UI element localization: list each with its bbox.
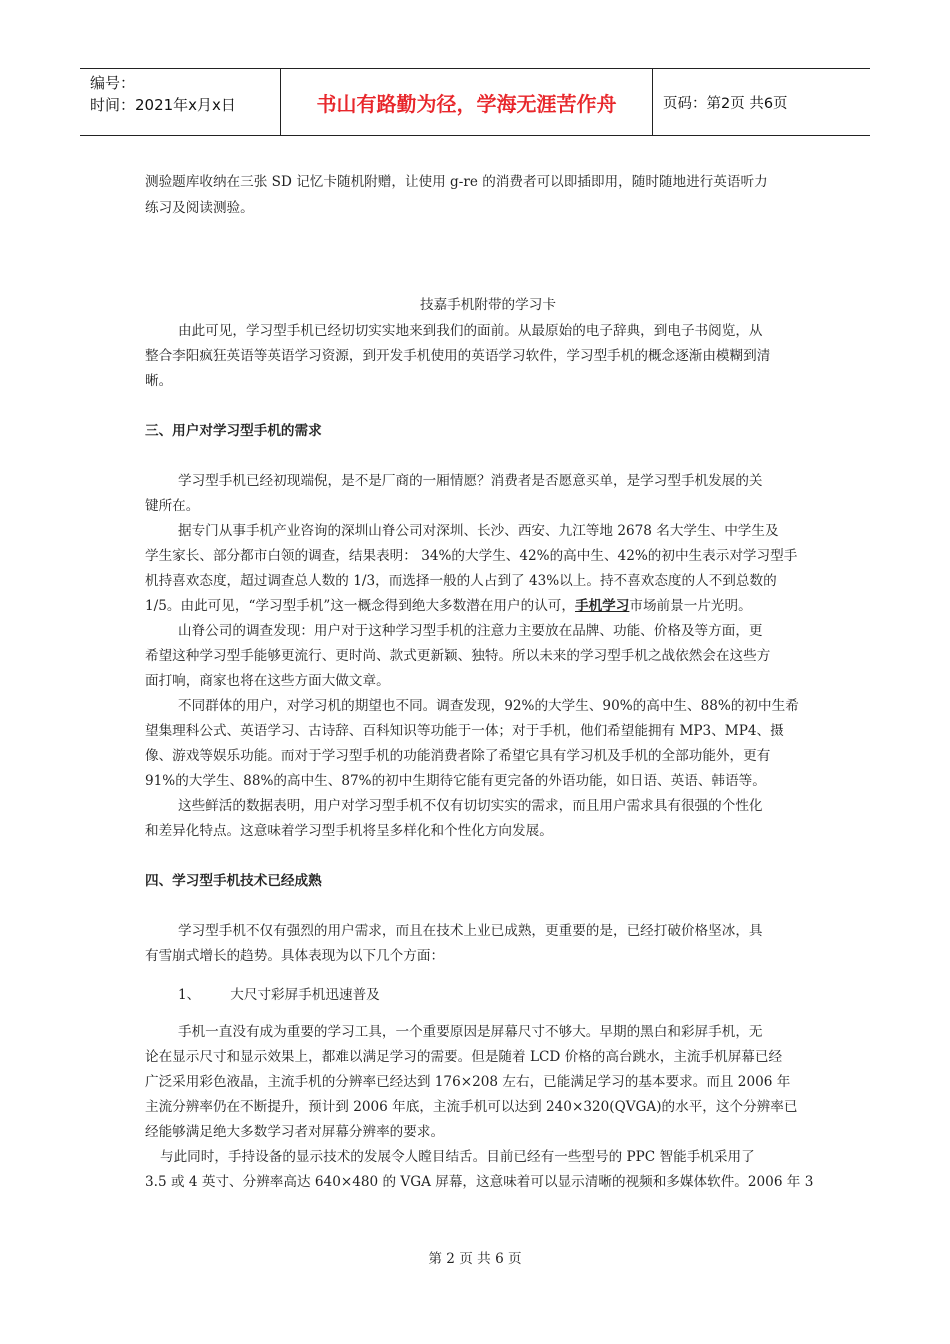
header-number-label: 编号： (90, 74, 136, 92)
paragraph-line: 据专门从事手机产业咨询的深圳山脊公司对深圳、长沙、西安、九江等地 2678 名大学生、中学生及 (178, 523, 779, 539)
paragraph-line: 山脊公司的调查发现：用户对于这种学习型手机的注意力主要放在品牌、功能、价格及等方面，更 (178, 623, 763, 639)
paragraph-line: 练习及阅读测验。 (145, 200, 254, 216)
paragraph-line: 学习型手机不仅有强烈的用户需求，而且在技术上业已成熟，更重要的是，已经打破价格坚冰，具 (178, 923, 763, 939)
paragraph-line: 机持喜欢态度，超过调查总人数的 1/3，而选择一般的人占到了 43%以上。持不喜欢态度的人不到总数的 (145, 573, 777, 589)
paragraph-line: 由此可见，学习型手机已经切切实实地来到我们的面前。从最原始的电子辞典，到电子书阅览，从 (178, 323, 763, 339)
paragraph-line: 键所在。 (145, 498, 200, 514)
paragraph-line: 91%的大学生、88%的高中生、87%的初中生期待它能有更完备的外语功能，如日语、英语、韩语等。 (145, 773, 766, 789)
section-heading-3: 三、用户对学习型手机的需求 (145, 423, 322, 439)
paragraph-line: 整合李阳疯狂英语等英语学习资源，到开发手机使用的英语学习软件，学习型手机的概念逐渐由模糊到清 (145, 348, 771, 364)
paragraph-text: 1/5。由此可见，“学习型手机”这一概念得到绝大多数潜在用户的认可， (145, 598, 575, 614)
paragraph-line: 有雪崩式增长的趋势。具体表现为以下几个方面： (145, 948, 445, 964)
paragraph-line: 广泛采用彩色液晶，主流手机的分辨率已经达到 176×208 左右，已能满足学习的基本要求。而且 2006 年 (145, 1074, 791, 1090)
paragraph-line: 论在显示尺寸和显示效果上，都难以满足学习的需要。但是随着 LCD 价格的高台跳水，主流手机屏幕已经 (145, 1049, 783, 1065)
paragraph-line (145, 594, 752, 614)
list-item-number: 1、 (178, 987, 201, 1003)
paragraph-line: 不同群体的用户，对学习机的期望也不同。调查发现，92%的大学生、90%的高中生、88%的初中生希 (178, 698, 799, 714)
section-heading-4: 四、学习型手机技术已经成熟 (145, 873, 322, 889)
paragraph-line: 和差异化特点。这意味着学习型手机将呈多样化和个性化方向发展。 (145, 823, 553, 839)
header-meta (80, 69, 280, 135)
paragraph-line: 3.5 或 4 英寸、分辨率高达 640×480 的 VGA 屏幕，这意味着可以显示清晰的视频和多媒体软件。2006 年 3 (145, 1174, 814, 1190)
paragraph-line: 学生家长、部分都市白领的调查，结果表明： 34%的大学生、42%的高中生、42%的初中生表示对学习型手 (145, 548, 798, 564)
paragraph-line: 像、游戏等娱乐功能。而对于学习型手机的功能消费者除了希望它具有学习机及手机的全部功能外，更有 (145, 748, 771, 764)
list-item-text: 大尺寸彩屏手机迅速普及 (230, 987, 380, 1003)
image-caption: 技嘉手机附带的学习卡 (420, 297, 556, 313)
header-time-label: 时间：2021年x月x日 (90, 96, 236, 114)
list-item (178, 983, 380, 1003)
page-footer: 第 2 页 共 6 页 (428, 1251, 522, 1267)
paragraph-line: 手机一直没有成为重要的学习工具，一个重要原因是屏幕尺寸不够大。早期的黑白和彩屏手机，无 (178, 1024, 763, 1040)
header-motto: 书山有路勤为径，学海无涯苦作舟 (280, 69, 653, 135)
paragraph-text: 市场前景一片光明。 (629, 598, 752, 614)
mobile-learning-link[interactable]: 手机学习 (575, 598, 630, 614)
document-header (80, 68, 870, 136)
paragraph-line: 主流分辨率仍在不断提升，预计到 2006 年底，主流手机可以达到 240×320(QVGA)的水平，这个分辨率已 (145, 1099, 798, 1115)
paragraph-line: 面打响，商家也将在这些方面大做文章。 (145, 673, 390, 689)
paragraph-line: 望集理科公式、英语学习、古诗辞、百科知识等功能于一体；对于手机，他们希望能拥有 MP3、MP4、摄 (145, 723, 784, 739)
header-page-info: 页码：第2页 共6页 (663, 95, 788, 112)
paragraph-line: 测验题库收纳在三张 SD 记忆卡随机附赠，让使用 g-re 的消费者可以即插即用，随时随地进行英语听力 (145, 174, 768, 190)
paragraph-line: 这些鲜活的数据表明，用户对学习型手机不仅有切切实实的需求，而且用户需求具有很强的个性化 (178, 798, 763, 814)
paragraph-line: 经能够满足绝大多数学习者对屏幕分辨率的要求。 (145, 1124, 445, 1140)
paragraph-line: 晰。 (145, 373, 173, 389)
paragraph-line: 希望这种学习型手能够更流行、更时尚、款式更新颖、独特。所以未来的学习型手机之战依然会在这些方 (145, 648, 771, 664)
paragraph-line: 与此同时，手持设备的显示技术的发展令人瞠目结舌。目前已经有一些型号的 PPC 智能手机采用了 (160, 1149, 755, 1165)
paragraph-line: 学习型手机已经初现端倪，是不是厂商的一厢情愿？消费者是否愿意买单，是学习型手机发展的关 (178, 473, 763, 489)
